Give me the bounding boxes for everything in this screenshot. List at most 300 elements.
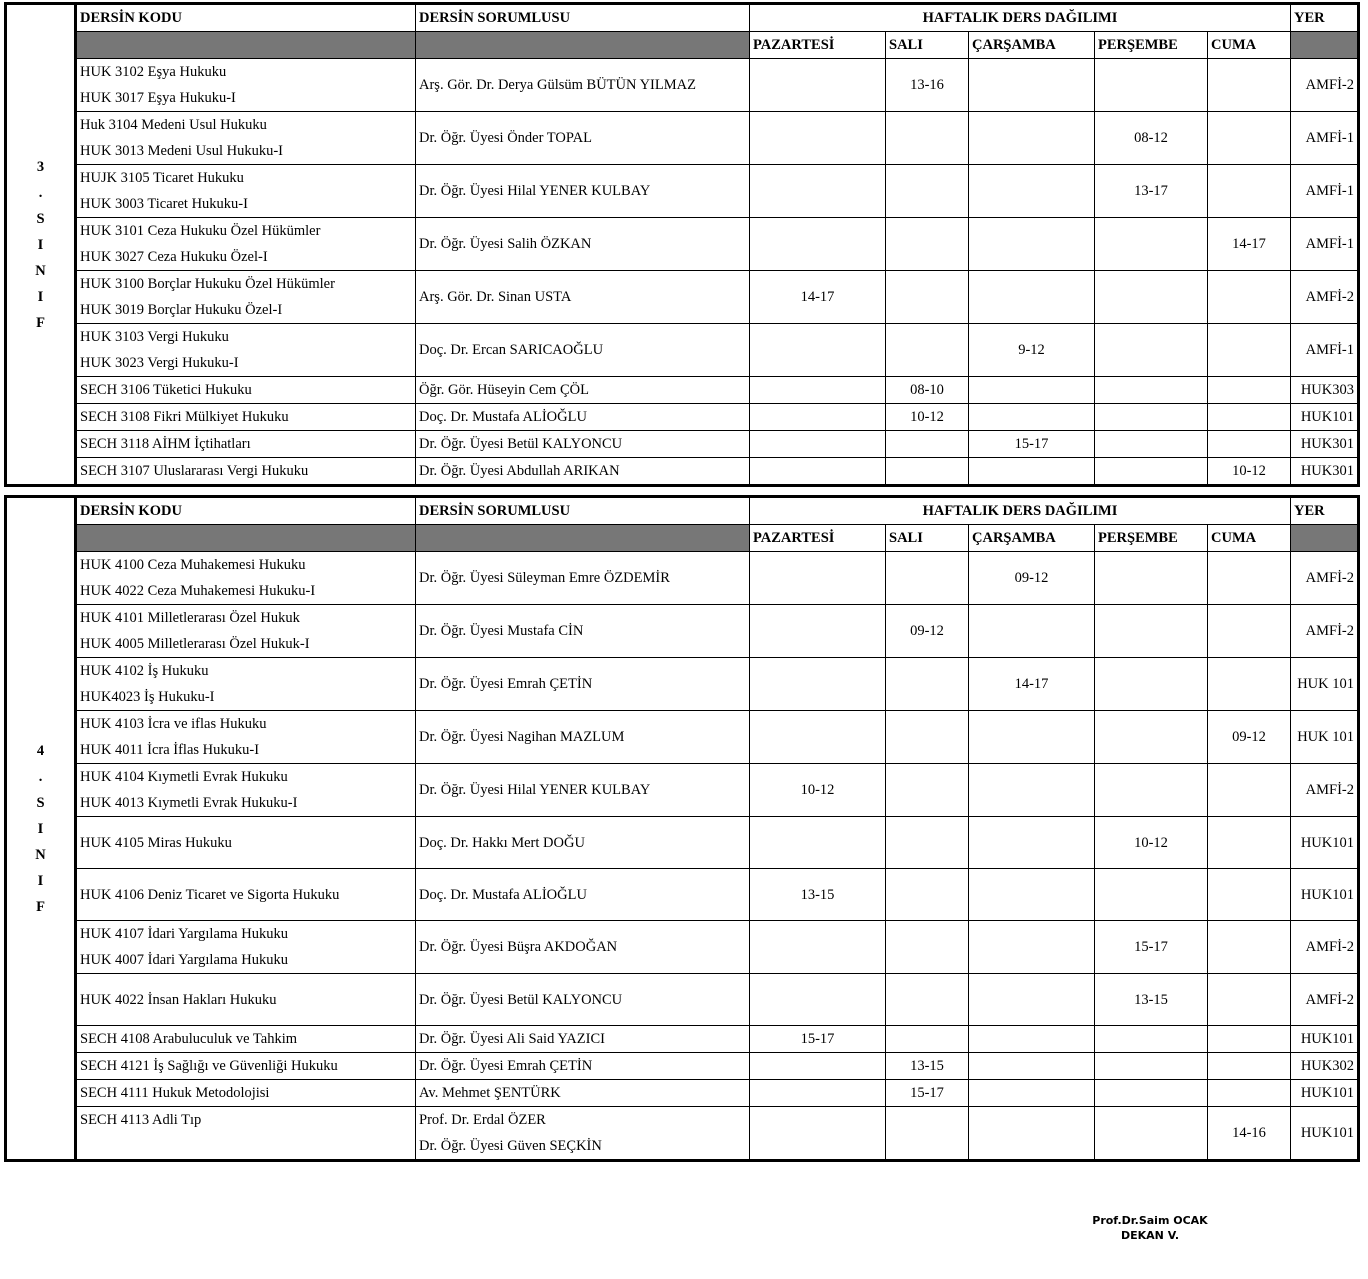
course-code-cell <box>76 458 416 486</box>
instructor-name: Dr. Öğr. Üyesi Süleyman Emre ÖZDEMİR <box>419 570 670 586</box>
schedule-cell <box>1095 1026 1208 1053</box>
schedule-cell <box>969 404 1095 431</box>
lesson-place: AMFİ-2 <box>1305 77 1354 93</box>
schedule-cell <box>969 165 1095 218</box>
schedule-cell <box>886 1080 969 1107</box>
course-code: SECH 4113 Adli Tıp <box>80 1112 202 1128</box>
schedule-cell <box>969 869 1095 921</box>
instructor-name: Av. Mehmet ŞENTÜRK <box>419 1085 561 1101</box>
schedule-cell <box>969 817 1095 869</box>
lesson-time: 09-12 <box>1232 729 1266 745</box>
schedule-cell <box>1095 59 1208 112</box>
lesson-time: 9-12 <box>1018 342 1045 358</box>
lesson-place: AMFİ-1 <box>1305 342 1354 358</box>
schedule-cell <box>969 552 1095 605</box>
course-code: HUK 4101 Milletlerarası Özel Hukuk <box>80 610 300 626</box>
class-year-letter: 4 <box>36 742 45 759</box>
instructor-name: Doç. Dr. Hakkı Mert DOĞU <box>419 834 585 851</box>
grey-band-place <box>1291 525 1359 552</box>
header-day <box>969 525 1095 552</box>
instructor-cell <box>416 1053 750 1080</box>
place-cell <box>1291 1026 1359 1053</box>
lesson-time: 14-16 <box>1232 1125 1266 1141</box>
course-code-cell <box>76 711 416 764</box>
place-cell <box>1291 404 1359 431</box>
table-row <box>6 271 1359 324</box>
header-course-code <box>76 497 416 525</box>
header-day <box>1208 525 1291 552</box>
instructor-name: Dr. Öğr. Üyesi Salih ÖZKAN <box>419 236 592 252</box>
schedule-cell <box>886 817 969 869</box>
header-place-label: YER <box>1294 503 1325 519</box>
instructor-name: Dr. Öğr. Üyesi Önder TOPAL <box>419 130 592 146</box>
course-code-cell <box>76 817 416 869</box>
instructor-cell <box>416 764 750 817</box>
instructor-name: Arş. Gör. Dr. Sinan USTA <box>419 289 572 305</box>
schedule-cell <box>886 869 969 921</box>
place-cell <box>1291 764 1359 817</box>
schedule-cell <box>886 552 969 605</box>
schedule-cell <box>1095 458 1208 486</box>
place-cell <box>1291 1053 1359 1080</box>
lesson-place: HUK303 <box>1300 382 1354 398</box>
header-instructor <box>416 4 750 32</box>
instructor-name: Dr. Öğr. Üyesi Güven SEÇKİN <box>419 1138 602 1154</box>
instructor-cell <box>416 59 750 112</box>
schedule-cell <box>750 324 886 377</box>
place-cell <box>1291 112 1359 165</box>
schedule-cell <box>1208 817 1291 869</box>
schedule-cell <box>1208 271 1291 324</box>
place-cell <box>1291 59 1359 112</box>
schedule-table-4th-year <box>4 495 1360 1162</box>
instructor-name: Doç. Dr. Mustafa ALİOĞLU <box>419 409 587 425</box>
course-code-cell <box>76 658 416 711</box>
schedule-cell <box>750 59 886 112</box>
course-code: HUK 4005 Milletlerarası Özel Hukuk-I <box>80 636 310 652</box>
schedule-cell <box>750 1080 886 1107</box>
schedule-cell <box>1208 404 1291 431</box>
schedule-cell <box>750 658 886 711</box>
course-code-cell <box>76 764 416 817</box>
class-year-letter: 3 <box>36 158 45 175</box>
place-cell <box>1291 431 1359 458</box>
instructor-cell <box>416 431 750 458</box>
schedule-cell <box>969 218 1095 271</box>
place-cell <box>1291 869 1359 921</box>
schedule-cell <box>750 1026 886 1053</box>
schedule-cell <box>750 1107 886 1161</box>
lesson-place: AMFİ-2 <box>1305 623 1354 639</box>
lesson-time: 15-17 <box>800 1031 835 1047</box>
course-code-cell <box>76 165 416 218</box>
header-day-label: CUMA <box>1211 37 1257 53</box>
signature-block <box>1060 1213 1240 1243</box>
class-year-letter: . <box>38 184 43 201</box>
lesson-time: 13-15 <box>910 1058 944 1074</box>
course-code: SECH 4108 Arabuluculuk ve Tahkim <box>80 1031 298 1047</box>
schedule-cell <box>1095 658 1208 711</box>
signature-name: Prof.Dr.Saim OCAK <box>1092 1214 1208 1227</box>
grey-band-code <box>76 525 416 552</box>
lesson-time: 13-15 <box>1134 991 1168 1008</box>
header-day-label: PAZARTESİ <box>753 530 835 546</box>
header-day-label: SALI <box>889 37 923 53</box>
schedule-cell <box>1095 764 1208 817</box>
course-code: SECH 4121 İş Sağlığı ve Güvenliği Hukuku <box>80 1058 338 1074</box>
schedule-cell <box>1208 165 1291 218</box>
course-code: HUJK 3105 Ticaret Hukuku <box>80 170 244 186</box>
course-code: HUK4023 İş Hukuku-I <box>80 689 215 705</box>
header-row <box>6 497 1359 525</box>
class-year-letter: I <box>37 288 44 305</box>
course-code-cell <box>76 431 416 458</box>
schedule-cell <box>886 711 969 764</box>
header-day <box>969 32 1095 59</box>
header-instructor-label: DERSİN SORUMLUSU <box>419 10 571 26</box>
course-code-cell <box>76 1080 416 1107</box>
course-code-cell <box>76 552 416 605</box>
course-code-cell <box>76 869 416 921</box>
instructor-name: Dr. Öğr. Üyesi Nagihan MAZLUM <box>419 729 625 745</box>
schedule-cell <box>1095 431 1208 458</box>
header-instructor-label: DERSİN SORUMLUSU <box>419 503 571 519</box>
schedule-cell <box>969 112 1095 165</box>
course-code: SECH 3106 Tüketici Hukuku <box>80 382 252 398</box>
header-course-code <box>76 4 416 32</box>
instructor-cell <box>416 974 750 1026</box>
lesson-place: HUK101 <box>1300 1085 1354 1101</box>
course-code-cell <box>76 1026 416 1053</box>
schedule-cell <box>750 165 886 218</box>
instructor-cell <box>416 869 750 921</box>
instructor-cell <box>416 552 750 605</box>
place-cell <box>1291 658 1359 711</box>
schedule-cell <box>886 1053 969 1080</box>
schedule-cell <box>886 218 969 271</box>
schedule-cell <box>1095 1107 1208 1161</box>
schedule-cell <box>886 1107 969 1161</box>
lesson-time: 13-17 <box>1134 183 1168 199</box>
schedule-cell <box>886 404 969 431</box>
course-code-cell <box>76 921 416 974</box>
schedule-cell <box>750 112 886 165</box>
place-cell <box>1291 165 1359 218</box>
schedule-cell <box>886 377 969 404</box>
table-row <box>6 112 1359 165</box>
lesson-place: AMFİ-2 <box>1305 289 1354 305</box>
lesson-place: HUK302 <box>1300 1058 1354 1074</box>
schedule-cell <box>750 974 886 1026</box>
schedule-cell <box>1208 377 1291 404</box>
place-cell <box>1291 921 1359 974</box>
lesson-place: AMFİ-1 <box>1305 130 1354 146</box>
schedule-cell <box>886 921 969 974</box>
course-code-cell <box>76 404 416 431</box>
class-year-label <box>6 497 76 1161</box>
course-code: HUK 3100 Borçlar Hukuku Özel Hükümler <box>80 276 335 292</box>
header-day <box>1208 32 1291 59</box>
schedule-cell <box>969 658 1095 711</box>
table-row <box>6 218 1359 271</box>
schedule-cell <box>969 324 1095 377</box>
lesson-time: 08-10 <box>910 382 944 398</box>
course-code: HUK 4022 Ceza Muhakemesi Hukuku-I <box>80 583 316 599</box>
header-day <box>750 32 886 59</box>
table-row <box>6 764 1359 817</box>
schedule-cell <box>1208 59 1291 112</box>
schedule-cell <box>1208 711 1291 764</box>
schedule-cell <box>886 974 969 1026</box>
schedule-cell <box>750 377 886 404</box>
schedule-cell <box>750 817 886 869</box>
schedule-cell <box>1208 552 1291 605</box>
lesson-place: AMFİ-2 <box>1305 782 1354 798</box>
place-cell <box>1291 817 1359 869</box>
schedule-cell <box>886 605 969 658</box>
course-code: HUK 4104 Kıymetli Evrak Hukuku <box>80 769 288 785</box>
course-code: SECH 3107 Uluslararası Vergi Hukuku <box>80 463 309 479</box>
lesson-time: 10-12 <box>1134 834 1168 851</box>
lesson-time: 15-17 <box>1134 939 1168 955</box>
schedule-cell <box>1208 1026 1291 1053</box>
instructor-name: Dr. Öğr. Üyesi Ali Said YAZICI <box>419 1031 605 1047</box>
table-row <box>6 165 1359 218</box>
class-year-letter: F <box>36 898 45 915</box>
course-code-cell <box>76 605 416 658</box>
schedule-cell <box>886 431 969 458</box>
table-row <box>6 1107 1359 1161</box>
lesson-time: 15-17 <box>910 1085 944 1101</box>
schedule-cell <box>1095 218 1208 271</box>
schedule-cell <box>750 271 886 324</box>
grey-band-instructor <box>416 525 750 552</box>
header-day <box>1095 525 1208 552</box>
lesson-place: AMFİ-1 <box>1305 236 1354 252</box>
schedule-cell <box>750 404 886 431</box>
class-year-letter: I <box>37 872 44 889</box>
schedule-cell <box>886 271 969 324</box>
instructor-cell <box>416 165 750 218</box>
class-year-letters <box>10 154 71 336</box>
instructor-cell <box>416 1026 750 1053</box>
table-row <box>6 377 1359 404</box>
lesson-time: 14-17 <box>800 289 835 305</box>
instructor-cell <box>416 605 750 658</box>
instructor-name: Dr. Öğr. Üyesi Emrah ÇETİN <box>419 676 593 692</box>
course-code: HUK 4103 İcra ve iflas Hukuku <box>80 716 267 732</box>
schedule-cell <box>886 165 969 218</box>
instructor-name: Dr. Öğr. Üyesi Emrah ÇETİN <box>419 1058 593 1074</box>
schedule-cell <box>1208 921 1291 974</box>
lesson-time: 13-16 <box>910 77 944 93</box>
schedule-cell <box>1208 974 1291 1026</box>
course-code: SECH 4111 Hukuk Metodolojisi <box>80 1085 270 1101</box>
schedule-cell <box>969 921 1095 974</box>
lesson-place: HUK301 <box>1300 436 1354 452</box>
schedule-cell <box>1095 1053 1208 1080</box>
course-code: SECH 3108 Fikri Mülkiyet Hukuku <box>80 409 289 425</box>
schedule-cell <box>969 1107 1095 1161</box>
schedule-cell <box>1208 764 1291 817</box>
day-header-row <box>6 525 1359 552</box>
place-cell <box>1291 271 1359 324</box>
schedule-cell <box>1095 324 1208 377</box>
lesson-time: 10-12 <box>910 409 944 425</box>
course-code: HUK 4106 Deniz Ticaret ve Sigorta Hukuku <box>80 886 340 903</box>
day-header-row <box>6 32 1359 59</box>
lesson-time: 10-12 <box>1232 463 1266 479</box>
lesson-time: 14-17 <box>1232 236 1266 252</box>
instructor-name: Arş. Gör. Dr. Derya Gülsüm BÜTÜN YILMAZ <box>419 77 696 93</box>
header-day <box>886 32 969 59</box>
table-row <box>6 458 1359 486</box>
grey-band-code <box>76 32 416 59</box>
instructor-name: Dr. Öğr. Üyesi Betül KALYONCU <box>419 436 623 452</box>
course-code: HUK 4013 Kıymetli Evrak Hukuku-I <box>80 795 298 811</box>
header-row <box>6 4 1359 32</box>
lesson-place: HUK101 <box>1300 1125 1354 1141</box>
lesson-time: 14-17 <box>1014 676 1049 692</box>
instructor-cell <box>416 404 750 431</box>
schedule-cell <box>1208 324 1291 377</box>
schedule-cell <box>1095 1080 1208 1107</box>
instructor-cell <box>416 711 750 764</box>
course-code: HUK 4100 Ceza Muhakemesi Hukuku <box>80 557 306 573</box>
lesson-place: HUK101 <box>1300 1031 1354 1047</box>
schedule-cell <box>1095 921 1208 974</box>
class-year-letter: . <box>38 768 43 785</box>
place-cell <box>1291 1080 1359 1107</box>
header-day-label: ÇARŞAMBA <box>972 530 1056 546</box>
schedule-cell <box>750 711 886 764</box>
schedule-cell <box>969 974 1095 1026</box>
header-instructor <box>416 497 750 525</box>
course-code-cell <box>76 324 416 377</box>
place-cell <box>1291 711 1359 764</box>
class-year-letter: N <box>35 262 46 279</box>
schedule-cell <box>1208 218 1291 271</box>
schedule-cell <box>886 324 969 377</box>
schedule-cell <box>1095 869 1208 921</box>
instructor-cell <box>416 658 750 711</box>
schedule-cell <box>1208 605 1291 658</box>
schedule-cell <box>886 764 969 817</box>
course-code: HUK 3103 Vergi Hukuku <box>80 329 229 345</box>
header-day <box>886 525 969 552</box>
schedule-cell <box>1208 1107 1291 1161</box>
header-weekly-distribution <box>750 4 1291 32</box>
instructor-cell <box>416 218 750 271</box>
instructor-name: Dr. Öğr. Üyesi Mustafa CİN <box>419 623 584 639</box>
schedule-cell <box>1208 431 1291 458</box>
course-code-cell <box>76 1053 416 1080</box>
lesson-time: 08-12 <box>1134 130 1168 146</box>
instructor-name: Dr. Öğr. Üyesi Hilal YENER KULBAY <box>419 183 651 199</box>
schedule-cell <box>750 458 886 486</box>
course-code: HUK 3102 Eşya Hukuku <box>80 64 227 80</box>
grey-band-place <box>1291 32 1359 59</box>
lesson-time: 13-15 <box>800 886 835 903</box>
instructor-name: Prof. Dr. Erdal ÖZER <box>419 1112 546 1128</box>
schedule-cell <box>750 552 886 605</box>
header-weekly-distribution <box>750 497 1291 525</box>
schedule-cell <box>969 377 1095 404</box>
schedule-cell <box>969 1026 1095 1053</box>
lesson-place: HUK101 <box>1300 834 1354 851</box>
header-course-code-label: DERSİN KODU <box>80 10 182 26</box>
lesson-place: HUK101 <box>1300 409 1354 425</box>
schedule-cell <box>969 1080 1095 1107</box>
lesson-time: 09-12 <box>910 623 944 639</box>
course-code: HUK 4107 İdari Yargılama Hukuku <box>80 926 288 942</box>
header-weekly-label: HAFTALIK DERS DAĞILIMI <box>922 10 1118 26</box>
header-place <box>1291 4 1359 32</box>
signature-title: DEKAN V. <box>1121 1229 1179 1242</box>
course-code: HUK 4011 İcra İflas Hukuku-I <box>80 742 260 758</box>
course-code: Huk 3104 Medeni Usul Hukuku <box>80 117 267 133</box>
schedule-cell <box>1208 112 1291 165</box>
instructor-name: Dr. Öğr. Üyesi Betül KALYONCU <box>419 991 623 1008</box>
table-row <box>6 324 1359 377</box>
header-day-label: PAZARTESİ <box>753 37 835 53</box>
course-code-cell <box>76 112 416 165</box>
place-cell <box>1291 1107 1359 1161</box>
table-row <box>6 552 1359 605</box>
table-row <box>6 658 1359 711</box>
schedule-cell <box>750 1053 886 1080</box>
grey-band-instructor <box>416 32 750 59</box>
schedule-table-3rd-year <box>4 2 1360 487</box>
course-code: HUK 3027 Ceza Hukuku Özel-I <box>80 249 268 265</box>
schedule-cell <box>1095 552 1208 605</box>
table-row <box>6 974 1359 1026</box>
instructor-cell <box>416 112 750 165</box>
table-row <box>6 59 1359 112</box>
header-place <box>1291 497 1359 525</box>
course-code-cell <box>76 271 416 324</box>
course-code: HUK 4007 İdari Yargılama Hukuku <box>80 952 288 968</box>
schedule-cell <box>886 458 969 486</box>
table-row <box>6 1026 1359 1053</box>
lesson-place: HUK 101 <box>1297 676 1354 692</box>
schedule-cell <box>969 458 1095 486</box>
place-cell <box>1291 974 1359 1026</box>
class-year-letter: F <box>36 314 45 331</box>
course-code-cell <box>76 974 416 1026</box>
schedule-cell <box>969 271 1095 324</box>
instructor-name: Doç. Dr. Mustafa ALİOĞLU <box>419 886 587 903</box>
schedule-cell <box>1208 1053 1291 1080</box>
schedule-cell <box>1208 1080 1291 1107</box>
schedule-cell <box>1208 458 1291 486</box>
schedule-cell <box>886 658 969 711</box>
schedule-cell <box>969 764 1095 817</box>
course-code-cell <box>76 1107 416 1161</box>
schedule-cell <box>969 59 1095 112</box>
header-day-label: SALI <box>889 530 923 546</box>
place-cell <box>1291 377 1359 404</box>
class-year-letter: I <box>37 820 44 837</box>
lesson-time: 09-12 <box>1014 570 1049 586</box>
schedule-cell <box>1095 404 1208 431</box>
header-day-label: PERŞEMBE <box>1098 530 1178 546</box>
class-year-letter: S <box>36 794 45 811</box>
course-code: HUK 3023 Vergi Hukuku-I <box>80 355 239 371</box>
schedule-cell <box>969 605 1095 658</box>
course-code: HUK 3017 Eşya Hukuku-I <box>80 90 236 106</box>
instructor-name: Dr. Öğr. Üyesi Büşra AKDOĞAN <box>419 939 618 955</box>
